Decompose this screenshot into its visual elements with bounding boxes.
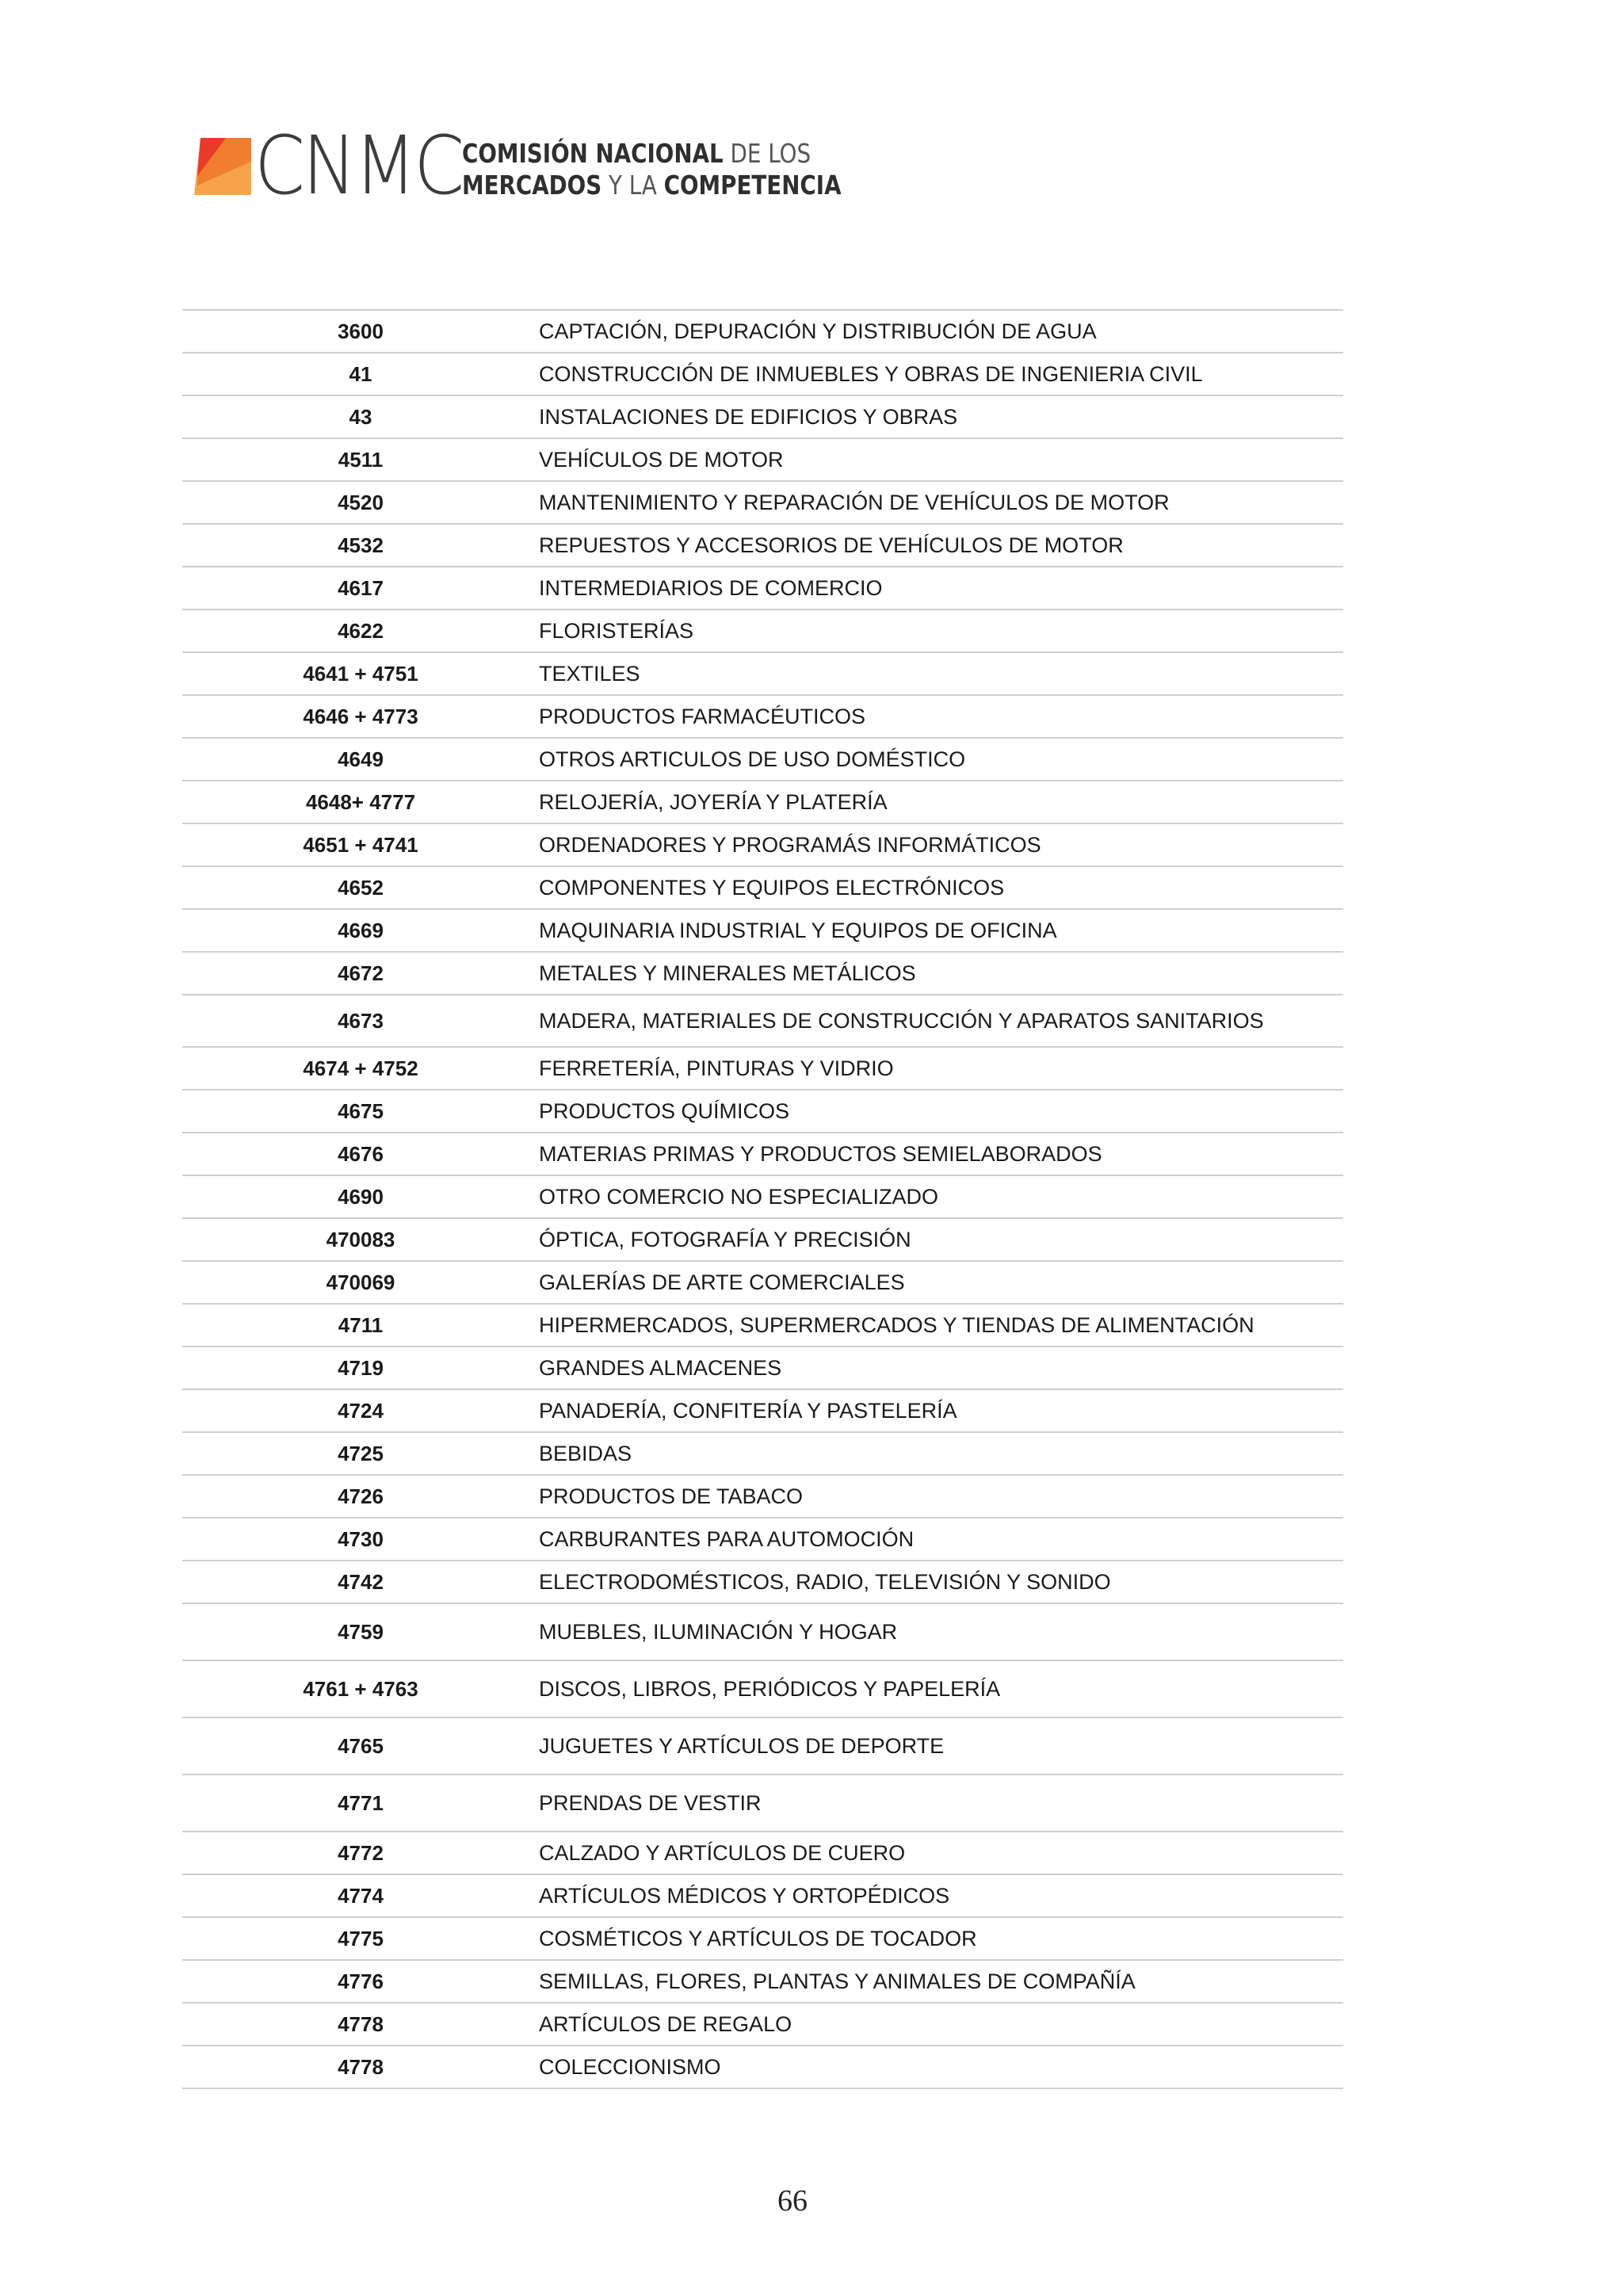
activity-description: INSTALACIONES DE EDIFICIOS Y OBRAS <box>539 405 958 429</box>
activity-description: CARBURANTES PARA AUTOMOCIÓN <box>539 1527 915 1551</box>
table-row <box>182 1347 1343 1390</box>
activity-code: 4690 <box>338 1184 384 1209</box>
activity-description: CONSTRUCCIÓN DE INMUEBLES Y OBRAS DE INGENIERIA CIVIL <box>539 362 1203 386</box>
activity-description: OTROS ARTICULOS DE USO DOMÉSTICO <box>539 747 966 771</box>
activity-code: 4617 <box>338 575 384 600</box>
table-row <box>182 1048 1343 1091</box>
table-row <box>182 1176 1343 1219</box>
activity-description: FERRETERÍA, PINTURAS Y VIDRIO <box>539 1056 894 1080</box>
activity-code: 4711 <box>338 1312 384 1337</box>
activity-description: OTRO COMERCIO NO ESPECIALIZADO <box>539 1185 939 1209</box>
activity-code: 43 <box>349 404 372 429</box>
activity-description: MANTENIMIENTO Y REPARACIÓN DE VEHÍCULOS DE MOTOR <box>539 491 1170 514</box>
table-row <box>182 482 1343 525</box>
table-row <box>182 910 1343 953</box>
activity-code: 4622 <box>338 618 384 643</box>
table-row <box>182 1661 1343 1718</box>
table-row <box>182 867 1343 910</box>
table-row <box>182 1961 1343 2004</box>
activity-description: PANADERÍA, CONFITERÍA Y PASTELERÍA <box>539 1399 957 1423</box>
logo-line2-light: Y LA <box>609 170 657 201</box>
table-row <box>182 525 1343 567</box>
activity-description: METALES Y MINERALES METÁLICOS <box>539 961 916 985</box>
activity-code: 4775 <box>338 1926 384 1950</box>
table-row <box>182 781 1343 824</box>
table-row <box>182 696 1343 739</box>
table-row <box>182 353 1343 396</box>
table-row <box>182 653 1343 696</box>
logo-line1-bold: COMISIÓN NACIONAL <box>462 138 724 169</box>
table-row <box>182 1519 1343 1561</box>
activity-code: 4774 <box>338 1883 384 1908</box>
activity-description: PRODUCTOS DE TABACO <box>539 1484 804 1508</box>
activity-code: 4648+ 4777 <box>305 789 416 814</box>
table-row <box>182 1390 1343 1433</box>
table-row <box>182 1561 1343 1604</box>
activity-description: CAPTACIÓN, DEPURACIÓN Y DISTRIBUCIÓN DE AGUA <box>539 319 1097 343</box>
activity-description: COMPONENTES Y EQUIPOS ELECTRÓNICOS <box>539 876 1005 900</box>
activity-code: 4669 <box>338 918 384 942</box>
table-row <box>182 1918 1343 1961</box>
activity-code: 4772 <box>338 1840 384 1865</box>
activity-description: COLECCIONISMO <box>539 2055 721 2079</box>
activity-code: 4771 <box>338 1790 384 1815</box>
activity-code: 4676 <box>338 1141 384 1166</box>
activity-code: 4719 <box>338 1355 384 1380</box>
activity-description: MAQUINARIA INDUSTRIAL Y EQUIPOS DE OFICINA <box>539 919 1057 942</box>
activity-code: 4776 <box>338 1969 384 1993</box>
activity-code: 4673 <box>338 1008 384 1033</box>
activity-code: 4725 <box>338 1441 384 1465</box>
activity-description: GRANDES ALMACENES <box>539 1356 782 1380</box>
activity-code: 4724 <box>338 1398 384 1423</box>
activity-description: ELECTRODOMÉSTICOS, RADIO, TELEVISIÓN Y SONIDO <box>539 1570 1111 1594</box>
page-number: 66 <box>777 2184 808 2218</box>
table-row <box>182 1133 1343 1176</box>
activity-description: SEMILLAS, FLORES, PLANTAS Y ANIMALES DE COMPAÑÍA <box>539 1969 1136 1993</box>
table-row <box>182 311 1343 353</box>
table-row <box>182 2004 1343 2046</box>
activity-code: 4651 + 4741 <box>303 832 418 857</box>
table-row <box>182 995 1343 1048</box>
activity-code: 4674 + 4752 <box>303 1056 418 1080</box>
activity-description: DISCOS, LIBROS, PERIÓDICOS Y PAPELERÍA <box>539 1677 1001 1701</box>
table-row <box>182 1832 1343 1875</box>
table-row <box>182 1718 1343 1775</box>
activity-code: 4726 <box>338 1484 384 1508</box>
table-row <box>182 1433 1343 1476</box>
activity-code: 4646 + 4773 <box>303 704 418 728</box>
table-row <box>182 739 1343 781</box>
activity-code: 4532 <box>338 533 384 557</box>
activity-description: PRENDAS DE VESTIR <box>539 1791 762 1815</box>
activity-description: ÓPTICA, FOTOGRAFÍA Y PRECISIÓN <box>539 1228 911 1251</box>
table-row <box>182 953 1343 995</box>
cnmc-logo <box>194 119 842 213</box>
activity-code: 4778 <box>338 2011 384 2036</box>
activity-description: PRODUCTOS QUÍMICOS <box>539 1099 790 1123</box>
table-row <box>182 1476 1343 1519</box>
activity-description: REPUESTOS Y ACCESORIOS DE VEHÍCULOS DE MOTOR <box>539 533 1124 557</box>
activity-code: 41 <box>349 361 372 386</box>
table-row <box>182 1305 1343 1347</box>
activity-code: 4511 <box>338 447 384 472</box>
table-row <box>182 1091 1343 1133</box>
logo-line2-bold2: COMPETENCIA <box>663 170 842 201</box>
table-row <box>182 1775 1343 1832</box>
table-row <box>182 1604 1343 1661</box>
activity-code: 3600 <box>338 319 384 343</box>
activity-description: BEBIDAS <box>539 1442 632 1465</box>
activity-description: COSMÉTICOS Y ARTÍCULOS DE TOCADOR <box>539 1927 977 1950</box>
activity-code: 4742 <box>338 1569 384 1594</box>
activity-code: 4652 <box>338 875 384 900</box>
table-row <box>182 1262 1343 1305</box>
cnmc-logo-mark-icon <box>194 138 251 195</box>
activity-code: 4641 + 4751 <box>303 661 418 686</box>
activity-description: MATERIAS PRIMAS Y PRODUCTOS SEMIELABORADOS <box>539 1142 1102 1166</box>
activity-description: JUGUETES Y ARTÍCULOS DE DEPORTE <box>539 1734 945 1758</box>
activity-code: 470083 <box>326 1227 395 1251</box>
activity-description: TEXTILES <box>539 662 640 686</box>
table-row <box>182 824 1343 867</box>
activity-description: RELOJERÍA, JOYERÍA Y PLATERÍA <box>539 790 888 814</box>
table-row <box>182 396 1343 439</box>
activity-code-table <box>182 309 1343 2089</box>
activity-description: CALZADO Y ARTÍCULOS DE CUERO <box>539 1841 906 1865</box>
table-row <box>182 567 1343 610</box>
activity-description: MADERA, MATERIALES DE CONSTRUCCIÓN Y APARATOS SANITARIOS <box>539 1009 1264 1033</box>
logo-acronym: CNMC <box>254 119 462 213</box>
activity-code: 4765 <box>338 1733 384 1758</box>
table-row <box>182 439 1343 482</box>
activity-description: PRODUCTOS FARMACÉUTICOS <box>539 705 866 728</box>
activity-description: MUEBLES, ILUMINACIÓN Y HOGAR <box>539 1620 898 1644</box>
activity-code: 4778 <box>338 2054 384 2079</box>
logo-line1-light: DE LOS <box>730 138 812 169</box>
table-row <box>182 1219 1343 1262</box>
activity-description: HIPERMERCADOS, SUPERMERCADOS Y TIENDAS DE ALIMENTACIÓN <box>539 1313 1254 1337</box>
activity-code: 4761 + 4763 <box>303 1676 418 1701</box>
table-row <box>182 2046 1343 2089</box>
activity-description: FLORISTERÍAS <box>539 619 694 643</box>
activity-description: GALERÍAS DE ARTE COMERCIALES <box>539 1270 905 1294</box>
activity-description: ARTÍCULOS MÉDICOS Y ORTOPÉDICOS <box>539 1884 950 1908</box>
table-row <box>182 610 1343 653</box>
activity-code: 4675 <box>338 1098 384 1123</box>
activity-code: 4759 <box>338 1619 384 1644</box>
activity-code: 4730 <box>338 1526 384 1551</box>
activity-description: INTERMEDIARIOS DE COMERCIO <box>539 576 883 600</box>
activity-code: 470069 <box>326 1270 395 1294</box>
activity-description: ORDENADORES Y PROGRAMÁS INFORMÁTICOS <box>539 833 1041 857</box>
logo-line2-bold1: MERCADOS <box>462 170 602 201</box>
activity-description: VEHÍCULOS DE MOTOR <box>539 448 784 472</box>
activity-code: 4672 <box>338 961 384 985</box>
activity-description: ARTÍCULOS DE REGALO <box>539 2012 792 2036</box>
activity-code: 4520 <box>338 490 384 514</box>
logo-full-name <box>462 138 842 201</box>
table-row <box>182 1875 1343 1918</box>
activity-code: 4649 <box>338 747 384 771</box>
